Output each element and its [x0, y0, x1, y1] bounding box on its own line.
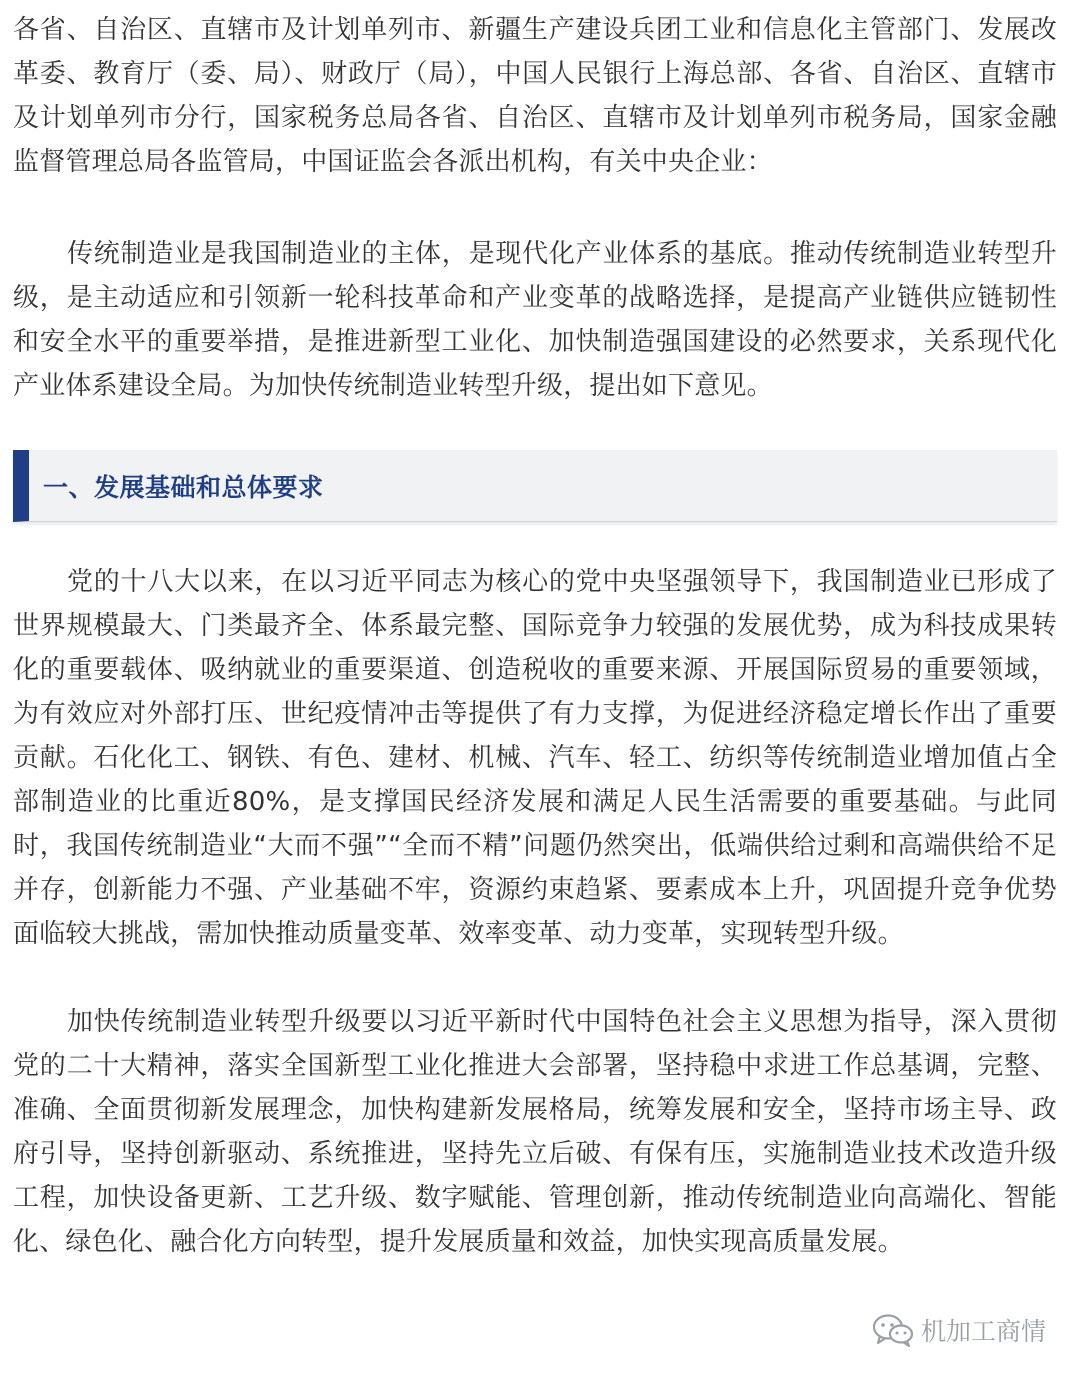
addressees-paragraph: 各省、自治区、直辖市及计划单列市、新疆生产建设兵团工业和信息化主管部门、发展改革委、教育厅（委、局）、财政厅（局），中国人民银行上海总部、各省、自治区、直辖市及计划单列市分行，国家税务总局各省、自治区、直辖市及计划单列市税务局，国家金融监督管理总局各监管局，中国证监会各派出机构，有关中央企业： — [13, 15, 1057, 177]
watermark — [871, 1312, 1046, 1348]
foundation-paragraph: 党的十八大以来，在以习近平同志为核心的党中央坚强领导下，我国制造业已形成了世界规模最大、门类最齐全、体系最完整、国际竞争力较强的发展优势，成为科技成果转化的重要载体、吸纳就业的重要渠道、创造税收的重要来源、开展国际贸易的重要领域，为有效应对外部打压、世纪疫情冲击等提供了有力支撑，为促进经济稳定增长作出了重要贡献。石化化工、钢铁、有色、建材、机械、汽车、轻工、纺织等传统制造业增加值占全部制造业的比重近80%，是支撑国民经济发展和满足人民生活需要的重要基础。与此同时，我国传统制造业“大而不强”“全而不精”问题仍然突出，低端供给过剩和高端供给不足并存，创新能力不强、产业基础不牢，资源约束趋紧、要素成本上升，巩固提升竞争优势面临较大挑战，需加快推动质量变革、效率变革、动力变革，实现转型升级。 — [13, 567, 1057, 949]
wechat-icon — [871, 1312, 915, 1348]
article-body — [13, 0, 1057, 1264]
guidance-paragraph: 加快传统制造业转型升级要以习近平新时代中国特色社会主义思想为指导，深入贯彻党的二十大精神，落实全国新型工业化推进大会部署，坚持稳中求进工作总基调，完整、准确、全面贯彻新发展理念，加快构建新发展格局，统筹发展和安全，坚持市场主导、政府引导，坚持创新驱动、系统推进，坚持先立后破、有保有压，实施制造业技术改造升级工程，加快设备更新、工艺升级、数字赋能、管理创新，推动传统制造业向高端化、智能化、绿色化、融合化方向转型，提升发展质量和效益，加快实现高质量发展。 — [13, 1007, 1057, 1257]
intro-paragraph: 传统制造业是我国制造业的主体，是现代化产业体系的基底。推动传统制造业转型升级，是主动适应和引领新一轮科技革命和产业变革的战略选择，是提高产业链供应链韧性和安全水平的重要举措，是推进新型工业化、加快制造强国建设的必然要求，关系现代化产业体系建设全局。为加快传统制造业转型升级，提出如下意见。 — [13, 239, 1057, 401]
watermark-text: 机加工商情 — [920, 1317, 1046, 1346]
section-title: 一、发展基础和总体要求 — [43, 472, 324, 502]
section-header — [13, 450, 1057, 522]
